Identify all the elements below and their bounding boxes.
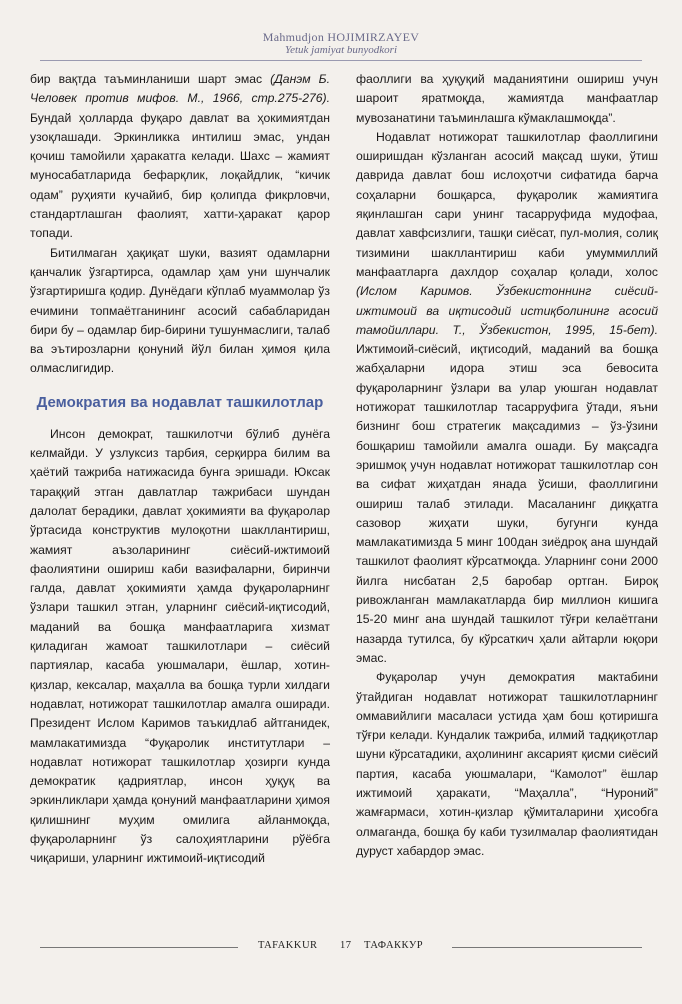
- page-number: 17: [340, 940, 352, 951]
- right-p2-citation: (Ислом Каримов. Ўзбекистоннинг сиёсий-ижтимоий ва иқтисодий истиқболининг асосий тамойиллари. Т., Ўзбекистон, 1995, 15-бет).: [356, 284, 658, 337]
- right-paragraph-1: фаоллиги ва ҳуқуқий маданиятини ошириш учун шароит яратмоқда, жамиятда манфаатлар мувозанатини таъминлашга кўмаклашмоқда”.: [356, 72, 658, 125]
- footer-label-cyrillic: ТАФАККУР: [364, 940, 424, 951]
- left-p1-rest: Бундай ҳолларда фуқаро давлат ва ҳокимиятдан узоқлашади. Эркинликка интилиш эмас, ундан қочиш тамойили ҳаракатга келади. Шахс – жамият муносабатларида бефарқлик, лоқайдлик, “кичик одам” руҳияти кучайиб, бир қолипда фикрловчи, стандартлашган фаолият, хатти-ҳаракат қарор топади.: [30, 110, 330, 241]
- right-column: [356, 70, 658, 861]
- header-author: Mahmudjon HOJIMIRZAYEV: [262, 30, 420, 44]
- right-paragraph-2: [356, 128, 658, 668]
- footer-rule-left: [40, 947, 238, 948]
- left-column: [30, 70, 330, 869]
- left-p1-text: бир вақтда таъминланиши шарт эмас: [30, 72, 271, 86]
- left-p1-citation: (Данэм Б. Человек против мифов. М., 1966, стр.275-276).: [30, 72, 330, 106]
- footer-rule-right: [452, 947, 642, 948]
- running-header: [40, 30, 642, 64]
- left-paragraph-2: Битилмаган ҳақиқат шуки, вазият одамларни қанчалик ўзгартирса, одамлар ҳам уни шунчалик ўзгартиришга қодир. Дунёдаги кўплаб муаммолар ўз ечимини топмаётганининг асосий сабабларидан бири бу – одамлар бир-бирини тушунмаслиги, талаб ва эътирозларни қонуний йўл билан ҳимоя қила олмаслигидир.: [30, 245, 330, 376]
- right-p2-text: Нодавлат нотижорат ташкилотлар фаоллигини оширишдан кўзланган асосий мақсад шуки, ўтиш даврида давлат бош ислоҳотчи сифатида барча соҳаларни бошқарса, фуқаролик жамиятига яқинлашган сари унинг тасарруфида мудофаа, давлат хавфсизлиги, ташқи сиёсат, пул-молия, солиқ тизимини шакллантириш каби умуммиллий манфаатларга дахлдор соҳалар қолади, холос: [356, 129, 658, 279]
- left-paragraph-1: [30, 70, 330, 244]
- header-divider: [40, 60, 642, 61]
- footer-label-latin: TAFAKKUR: [258, 940, 318, 951]
- right-paragraph-3: Фуқаролар учун демократия мактабини ўтайдиган нодавлат нотижорат ташкилотларнинг оммавийлиги масаласи устида ҳам бош қотиришга тўғри келади. Кундалик тажриба, илмий тадқиқотлар шуни кўрсатадики, аҳолининг аксарият қисми сиёсий партия, касаба уюшмалари, “Камолот” ёшлар ижтимоий ҳаракати, “Маҳалла”, “Нуроний” жамғармаси, хотин-қизлар қўмиталарини ҳисобга олмаганда, бошқа бу каби тузилмалар фаолиятидан дуруст хабардор эмас.: [356, 670, 658, 858]
- left-paragraph-3: Инсон демократ, ташкилотчи бўлиб дунёга келмайди. У узлуксиз тарбия, серқирра билим ва ҳаётий тажриба натижасида бунга эришади. Юксак тараққий этган давлатлар тажрибаси шундан далолат берадики, давлат ҳокимияти ва фуқаролар ўртасида конструктив мулоқотни шакллантириш, жамият аъзоларининг сиёсий-ижтимоий фаолиятини ошириш каби вазифаларни, биринчи галда, давлат ҳокимияти ҳамда фуқароларнинг ўзлари ташкил этган, уларнинг сиёсий-иқтисодий, маданий ва бошқа манфаатларига хизмат қиладиган жамоат ташкилотлари – сиёсий партиялар, касаба уюшмалари, ёшлар, хотин-қизлар, кексалар, маҳалла ва бошқа турли хилдаги нодавлат, нотижорат ташкилотлар амалга оширади. Президент Ислом Каримов таъкидлаб айтганидек, мамлакатимизда “Фуқаролик институтлари – нодавлат нотижорат ташкилотлар ҳозирги кунда демократик қадриятлар, инсон ҳуқуқ ва эркинликлари ҳамда қонуний манфаатларини ҳимоя қилишнинг муҳим омилига айланмоқда, фуқароларнинг ўз салоҳиятларини рўёбга чиқариши, уларнинг ижтимоий-иқтисодий: [30, 426, 330, 866]
- header-subtitle: Yetuk jamiyat bunyodkori: [284, 44, 398, 56]
- section-heading: Демократия ва нодавлат ташкилотлар: [36, 393, 324, 411]
- page-footer: [40, 938, 642, 958]
- right-p2-rest: Ижтимоий-сиёсий, иқтисодий, маданий ва бошқа жабҳаларни идора этиш эса бевосита фуқароларнинг ўзлари ва улар уюшган нодавлат нотижорат ташкилотлар тасарруфига ўтади, яъни бизнинг бош стратегик мақсадимиз – ўз-ўзини бошқариш тамойили амалга ошади. Бу мақсадга эришмоқ учун нодавлат нотижорат ташкилотлар сон ва сифат жиҳатдан янада ўсиши, фаоллигини ошириш талаб этилади. Масаланинг диққатга сазовор жиҳати шуки, бугунги кунда мамлакатимизда 5 минг 100дан зиёдроқ ана шундай ташкилот фаолият кўрсатмоқда. Уларнинг сони 2000 йилга нисбатан 2,5 баробар ортган. Бироқ ривожланган мамлакатларда бир миллион кишига 15-20 минг ана шундай ташкилот тўғри келаётгани назарда тутилса, бу кўрсаткич ҳали айтарли юқори эмас.: [356, 342, 658, 665]
